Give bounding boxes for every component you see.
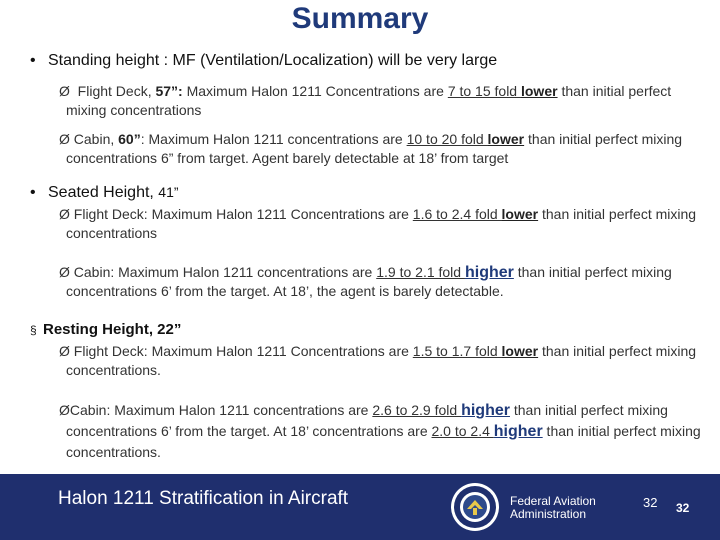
sub-bullet-cabin-resting: ØCabin: Maximum Halon 1211 concentrations are 2.6 to 2.9 fold higher than initial perfect mixing concentrations 6’ from the target. At 18’ concentrations are 2.0 to 2.4 higher than initial perfect mixing concentrations. — [59, 402, 701, 460]
arrow-bullet-icon: Ø — [59, 206, 70, 222]
footer-title: Halon 1211 Stratification in Aircraft — [58, 488, 349, 509]
footer-bar — [0, 474, 720, 540]
bullet-dot: • — [30, 52, 36, 69]
arrow-bullet-icon: Ø — [59, 402, 70, 418]
arrow-bullet-icon: Ø — [59, 343, 70, 359]
slide-title: Summary — [291, 2, 429, 35]
arrow-bullet-icon: Ø — [59, 131, 70, 147]
standing-height-heading: Standing height : MF (Ventilation/Localization) will be very large — [48, 52, 498, 69]
faa-name: Federal Aviation Administration — [510, 494, 596, 521]
arrow-bullet-icon: Ø — [59, 264, 70, 280]
bullet-dot: • — [30, 184, 36, 201]
sub-bullet-flight-deck-standing: Ø Flight Deck, 57”: Maximum Halon 1211 Concentrations are 7 to 15 fold lower than initial perfect mixing concentrations — [59, 83, 672, 118]
bullet-square: § — [30, 323, 37, 337]
sub-bullet-cabin-seated: Ø Cabin: Maximum Halon 1211 concentrations are 1.9 to 2.1 fold higher than initial perfect mixing concentrations 6’ from the target. At 18’, the agent is barely detectable. — [59, 264, 672, 299]
faa-seal-icon — [450, 482, 500, 532]
arrow-bullet-icon: Ø — [59, 83, 70, 99]
page-number-slide: 32 — [676, 501, 690, 515]
sub-bullet-flight-deck-seated: Ø Flight Deck: Maximum Halon 1211 Concentrations are 1.6 to 2.4 fold lower than initial perfect mixing concentrations — [59, 206, 697, 241]
page-number-footer: 32 — [643, 495, 658, 510]
resting-height-heading: Resting Height, 22” — [43, 321, 182, 338]
sub-bullet-cabin-standing: Ø Cabin, 60”: Maximum Halon 1211 concentrations are 10 to 20 fold lower than initial perfect mixing concentrations 6” from target. Agent barely detectable at 18’ from target — [59, 131, 683, 166]
bullet-resting-height — [30, 321, 181, 338]
bullet-standing-height — [30, 52, 497, 70]
sub-bullet-flight-deck-resting: Ø Flight Deck: Maximum Halon 1211 Concentrations are 1.5 to 1.7 fold lower than initial perfect mixing concentrations. — [59, 343, 697, 378]
bullet-seated-height: • Seated Height, 41” — [30, 184, 179, 201]
seated-height-heading: Seated Height, — [48, 184, 159, 201]
